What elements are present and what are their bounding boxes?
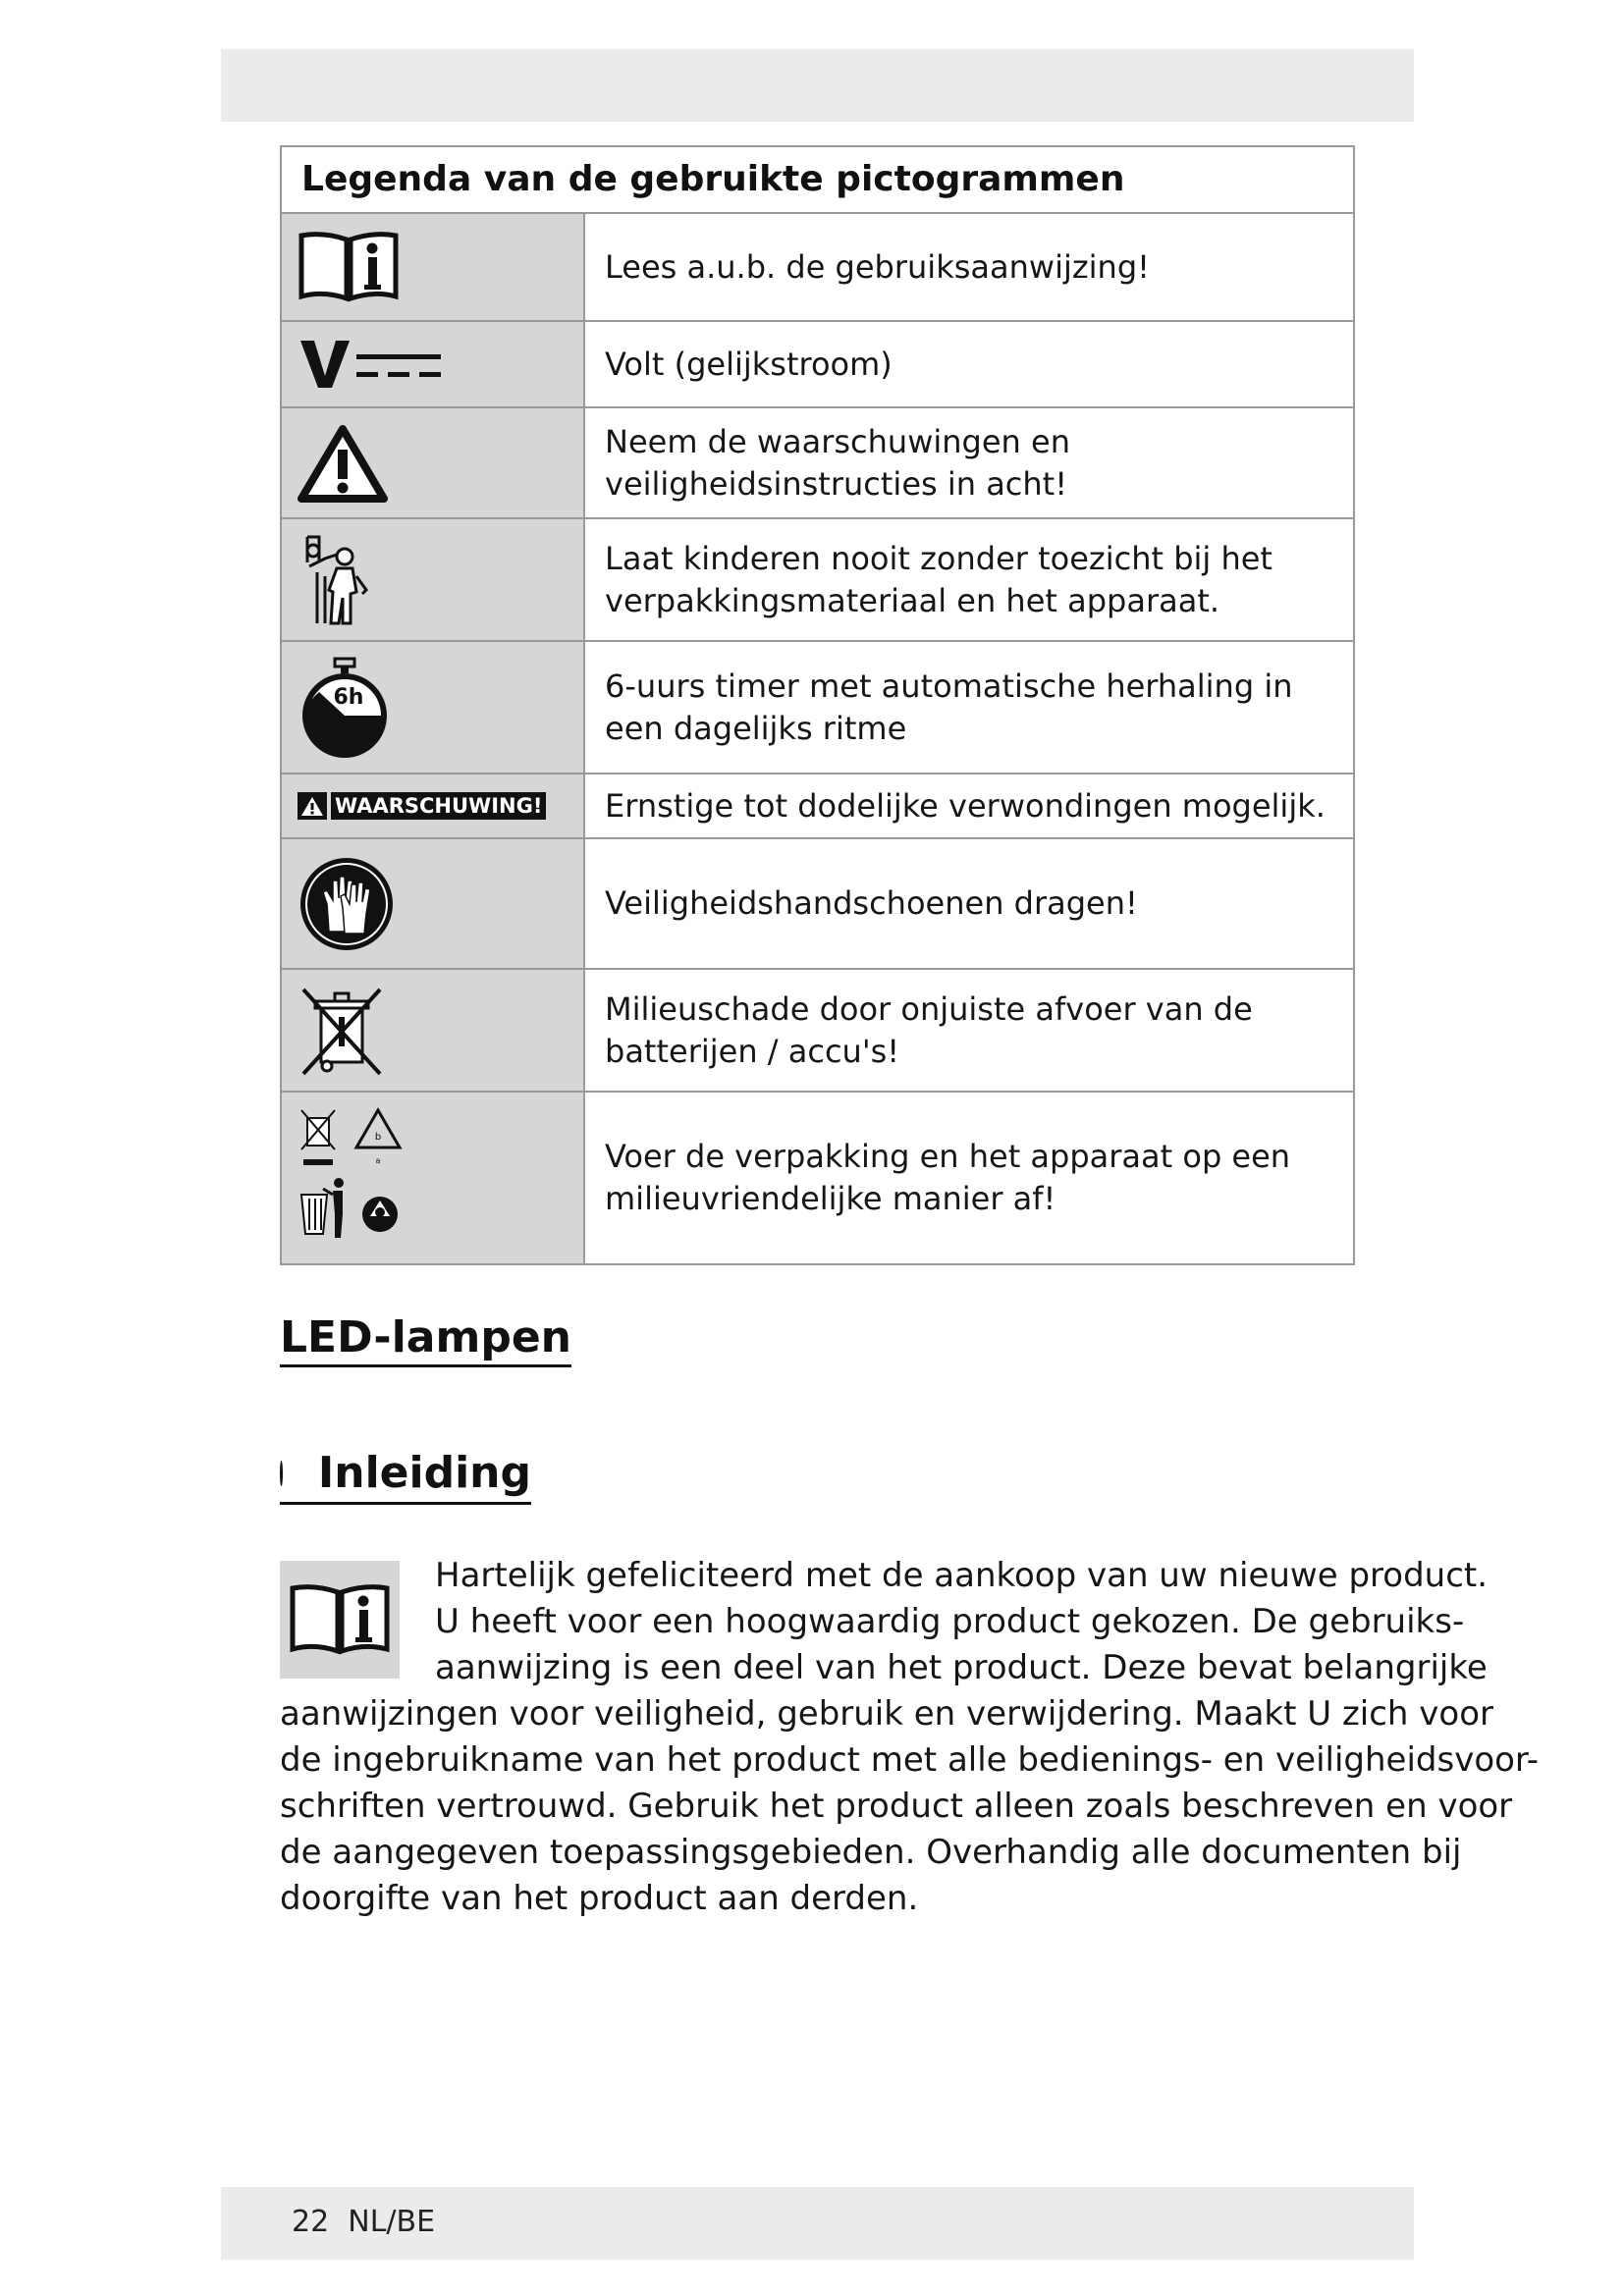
intro-line: Hartelijk gefeliciteerd met de aankoop van uw nieuwe product. [435, 1556, 1489, 1595]
page-number: 22 [292, 2205, 330, 2239]
read-manual-icon [289, 1580, 391, 1659]
legend-text: Veiligheidshandschoenen dragen! [605, 884, 1138, 922]
volt-dc-icon [298, 335, 445, 394]
header-band [221, 49, 1414, 122]
legend-text: 6-uurs timer met automatische herhaling in een dagelijks ritme [605, 667, 1293, 747]
legend-row [282, 642, 1353, 774]
timer-6h-icon [298, 657, 392, 759]
legend-row [282, 214, 1353, 322]
svg-text:b: b [374, 1132, 382, 1143]
read-manual-icon [298, 228, 400, 306]
page-footer [292, 2205, 435, 2239]
legend-row [282, 322, 1353, 408]
svg-text:a: a [375, 1156, 381, 1165]
warning-label-text: WAARSCHUWING! [331, 792, 546, 820]
legend-row [282, 519, 1353, 642]
svg-text:6h: 6h [333, 684, 364, 710]
section-heading: LED-lampen [280, 1313, 571, 1367]
intro-line: U heeft voor een hoogwaardig product gekozen. De gebruiks- [435, 1602, 1465, 1641]
intro-icon-box [280, 1561, 400, 1679]
legend-text: Neem de waarschuwingen en veiligheidsinstructies in acht! [605, 422, 1070, 503]
legend-text: Laat kinderen nooit zonder toezicht bij het verpakkingsmateriaal en het apparaat. [605, 539, 1272, 619]
legend-text: Voer de verpakking en het apparaat op een milieuvriendelijke manier af! [605, 1138, 1291, 1217]
pictogram-legend-table [280, 145, 1355, 1265]
footer-band [221, 2187, 1414, 2260]
legend-row [282, 839, 1353, 970]
legend-text: Volt (gelijkstroom) [605, 345, 893, 383]
locale-code: NL/BE [348, 2205, 436, 2239]
recycling-disposal-icon [298, 1104, 415, 1252]
warning-label-icon [298, 792, 546, 820]
intro-line: de aangegeven toepassingsgebieden. Overhandig alle documenten bij [280, 1833, 1462, 1872]
intro-line: doorgifte van het product aan derden. [280, 1879, 919, 1918]
legend-row [282, 970, 1353, 1093]
subsection-heading-text: Inleiding [317, 1448, 531, 1498]
child-supervision-icon [298, 533, 376, 627]
legend-row [282, 1093, 1353, 1263]
legend-text: Ernstige tot dodelijke verwondingen mogelijk. [605, 786, 1326, 825]
legend-text: Milieuschade door onjuiste afvoer van de batterijen / accu's! [605, 989, 1253, 1070]
legend-text: Lees a.u.b. de gebruiksaanwijzing! [605, 247, 1150, 286]
intro-line: aanwijzing is een deel van het product. Deze bevat belangrijke [435, 1648, 1488, 1687]
crossed-bin-icon [298, 984, 386, 1078]
legend-row [282, 408, 1353, 519]
intro-line: aanwijzingen voor veiligheid, gebruik en verwijdering. Maakt U zich voor [280, 1694, 1493, 1734]
intro-line: de ingebruikname van het product met alle bedienings- en veiligheidsvoor- [280, 1740, 1540, 1780]
safety-gloves-icon [298, 855, 396, 953]
legend-row [282, 774, 1353, 839]
bullet-icon [280, 1461, 283, 1486]
warning-triangle-icon [298, 424, 388, 503]
legend-title: Legenda van de gebruikte pictogrammen [282, 147, 1353, 214]
subsection-heading [280, 1449, 531, 1505]
intro-line: schriften vertrouwd. Gebruik het product alleen zoals beschreven en voor [280, 1787, 1513, 1826]
